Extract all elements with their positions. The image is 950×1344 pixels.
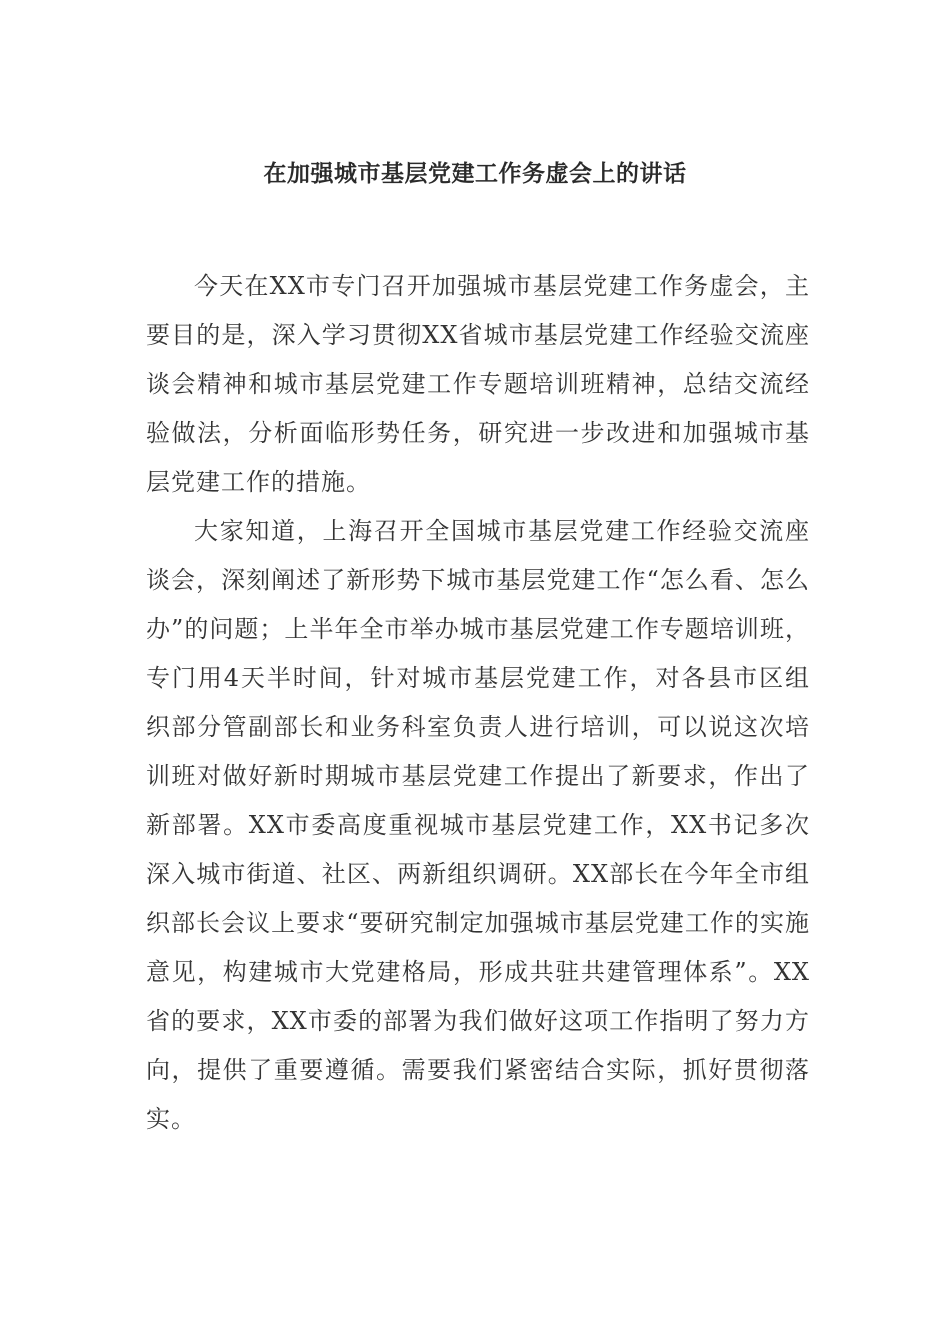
document-title: 在加强城市基层党建工作务虚会上的讲话 <box>263 161 687 187</box>
paragraph-1: 今天在XX市专门召开加强城市基层党建工作务虚会，主要目的是，深入学习贯彻XX省城市基层党建工作经验交流座谈会精神和城市基层党建工作专题培训班精神，总结交流经验做法，分析面临形势任务，研究进一步改进和加强城市基层党建工作的措施。 <box>146 272 810 496</box>
document-body <box>146 262 810 1144</box>
paragraph-2: 大家知道，上海召开全国城市基层党建工作经验交流座谈会，深刻阐述了新形势下城市基层党建工作“怎么看、怎么办”的问题；上半年全市举办城市基层党建工作专题培训班，专门用4天半时间，针对城市基层党建工作，对各县市区组织部分管副部长和业务科室负责人进行培训，可以说这次培训班对做好新时期城市基层党建工作提出了新要求，作出了新部署。XX市委高度重视城市基层党建工作，XX书记多次深入城市街道、社区、两新组织调研。XX部长在今年全市组织部长会议上要求“要研究制定加强城市基层党建工作的实施意见，构建城市大党建格局，形成共驻共建管理体系”。XX省的要求，XX市委的部署为我们做好这项工作指明了努力方向，提供了重要遵循。需要我们紧密结合实际，抓好贯彻落实。 <box>146 517 810 1133</box>
